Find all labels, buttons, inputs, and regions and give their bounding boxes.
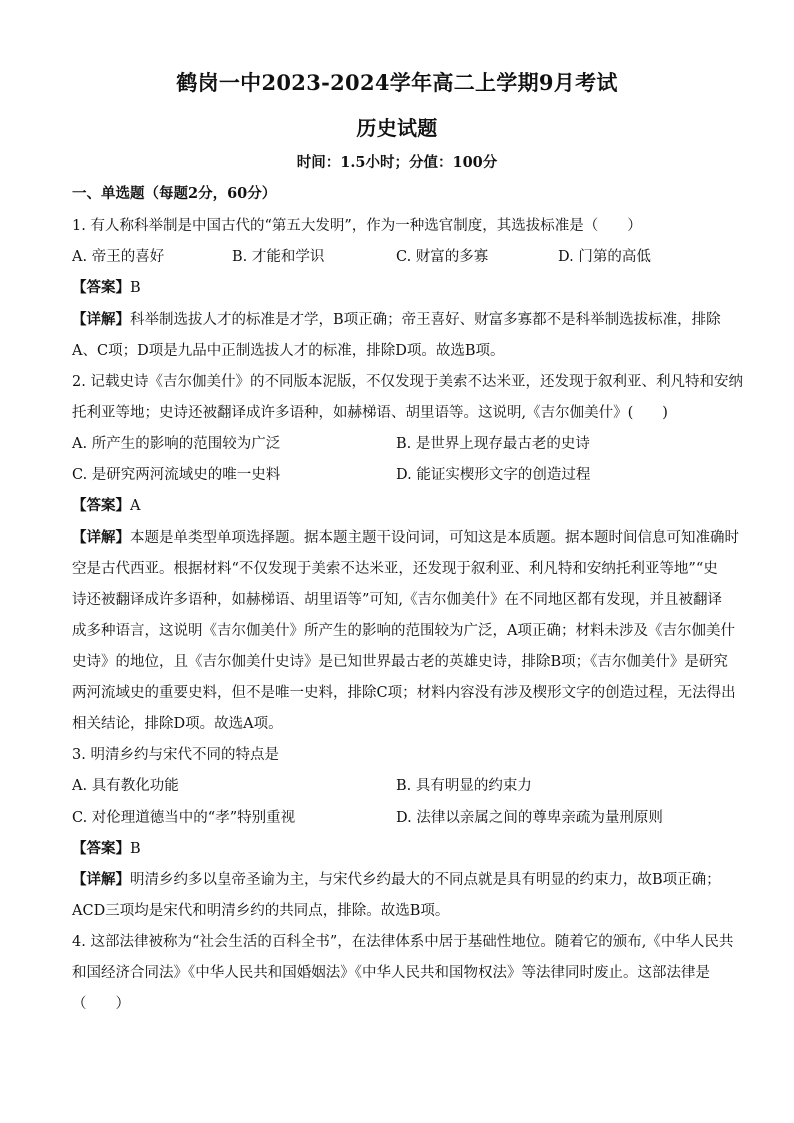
question-3-option-d: D. 法律以亲属之间的尊卑亲疏为量刑原则: [396, 810, 663, 826]
detail-text: 科举制选拔人才的标准是才学，B项正确；帝王喜好、财富多寡都不是科举制选拔标准，排除: [130, 312, 721, 328]
question-2-detail-line-3: 诗还被翻译成许多语种，如赫梯语、胡里语等”可知,《吉尔伽美什》在不同地区都有发现，并且被翻译: [72, 592, 723, 608]
question-1-answer: [72, 276, 141, 297]
question-3-option-b: B. 具有明显的约束力: [396, 778, 532, 794]
question-3-detail-line-2: ACD三项均是宋代和明清乡约的共同点，排除。故选B项。: [72, 903, 450, 919]
question-4-stem-line-1: 4. 这部法律被称为“社会生活的百科全书”，在法律体系中居于基础性地位。随着它的颁布,《中华人民共: [72, 934, 734, 950]
question-3-stem: 3. 明清乡约与宋代不同的特点是: [72, 747, 279, 763]
exam-subtitle: 历史试题: [356, 116, 438, 140]
question-2-option-c: C. 是研究两河流域史的唯一史料: [72, 467, 281, 483]
answer-tag: 【答案】: [72, 840, 130, 857]
question-2-option-b: B. 是世界上现存最古老的史诗: [396, 436, 590, 452]
answer-tag: 【答案】: [72, 497, 130, 514]
question-2-stem-line-1: 2. 记载史诗《吉尔伽美什》的不同版本泥版，不仅发现于美索不达米亚，还发现于叙利亚、利凡特和安纳: [72, 374, 743, 390]
answer-tag: 【答案】: [72, 279, 130, 296]
question-1-option-c: C. 财富的多寡: [396, 249, 489, 265]
question-1-stem: 1. 有人称科举制是中国古代的“第五大发明”，作为一种选官制度，其选拔标准是（ ）: [72, 218, 642, 234]
question-3-option-c: C. 对伦理道德当中的“孝”特别重视: [72, 810, 296, 826]
detail-tag: 【详解】: [72, 311, 130, 328]
answer-value: B: [130, 841, 141, 857]
question-3-option-a: A. 具有教化功能: [72, 778, 179, 794]
question-2-detail-line-2: 空是古代西亚。根据材料“不仅发现于美索不达米亚，还发现于叙利亚、利凡特和安纳托利亚等地”“史: [72, 561, 718, 577]
exam-title: 鹤岗一中2023-2024学年高二上学期9月考试: [176, 70, 618, 95]
question-2-detail-line-5: 史诗》的地位，且《吉尔伽美什史诗》是已知世界最古老的英雄史诗，排除B项；《吉尔伽美什》是研究: [72, 654, 728, 670]
question-1-detail-line-1: [72, 308, 721, 329]
section-heading: 一、单选题（每题2分，60分）: [72, 185, 277, 202]
question-2-detail-line-7: 相关结论，排除D项。故选A项。: [72, 716, 283, 732]
answer-value: B: [130, 280, 141, 296]
detail-tag: 【详解】: [72, 871, 130, 888]
detail-text: 明清乡约多以皇帝圣谕为主，与宋代乡约最大的不同点就是具有明显的约束力，故B项正确；: [130, 872, 721, 888]
question-2-detail-line-1: [72, 526, 739, 547]
question-1-detail-line-2: A、C项；D项是九品中正制选拔人才的标准，排除D项。故选B项。: [72, 343, 505, 359]
exam-meta: 时间：1.5小时；分值：100分: [296, 154, 498, 171]
question-2-detail-line-6: 两河流域史的重要史料，但不是唯一史料，排除C项；材料内容没有涉及楔形文字的创造过程，无法得出: [72, 685, 736, 701]
question-2-option-a: A. 所产生的影响的范围较为广泛: [72, 436, 281, 452]
detail-text: 本题是单类型单项选择题。据本题主题干设问词，可知这是本质题。据本题时间信息可知准确时: [130, 530, 739, 546]
question-2-option-d: D. 能证实楔形文字的创造过程: [396, 467, 591, 483]
question-2-answer: [72, 494, 140, 515]
question-1-option-a: A. 帝王的喜好: [72, 249, 165, 265]
detail-tag: 【详解】: [72, 529, 130, 546]
question-4-stem-line-3: （ ）: [72, 996, 130, 1012]
question-4-stem-line-2: 和国经济合同法》《中华人民共和国婚姻法》《中华人民共和国物权法》等法律同时废止。这部法律是: [72, 965, 710, 981]
question-2-detail-line-4: 成多种语言，这说明《吉尔伽美什》所产生的影响的范围较为广泛，A项正确；材料未涉及《吉尔伽美什: [72, 623, 735, 639]
question-1-option-d: D. 门第的高低: [558, 249, 651, 265]
answer-value: A: [130, 498, 141, 514]
question-1-option-b: B. 才能和学识: [232, 249, 325, 265]
question-2-stem-line-2: 托利亚等地；史诗还被翻译成许多语种，如赫梯语、胡里语等。这说明,《吉尔伽美什》( ): [72, 405, 668, 421]
question-3-answer: [72, 837, 141, 858]
question-3-detail-line-1: [72, 868, 721, 889]
